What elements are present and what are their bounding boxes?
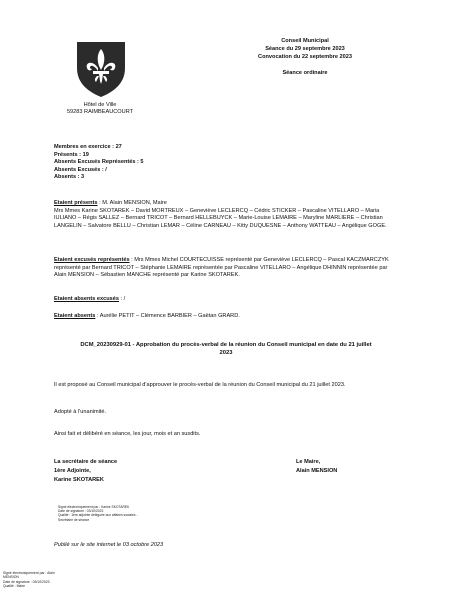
present-members-section <box>54 200 400 230</box>
session-type: Séance ordinaire <box>282 70 328 76</box>
session-header <box>230 37 380 77</box>
secretary-role: 1ère Adjointe, <box>54 468 91 474</box>
count-excused-represented: Absents Excusés Représentés : 5 <box>54 159 144 166</box>
absent-heading: Etaient absents <box>54 313 96 319</box>
present-mayor: : M. Alain MENSION, Maire <box>97 200 167 206</box>
present-heading: Etaient présents <box>54 200 98 206</box>
present-members-list: Mrs Mmes Karine SKOTAREK – David MORTREUX – Geneviève LECLERCQ – Cédric STICKER – Pascaline VITELLARO – Maria IULIANO – Régis SALLEZ – Bernard TRICOT – Bernard HELLEBUYCK – Marie-Louise LEMAIRE – Maryline MARLIERE – Christian LANGELIN – Salvatore BELLU – Christian LEMAR – Céline CARNEAU – Kitty DUQUESNE – Anthony WATTEAU – Angélique GOGE. <box>54 207 387 229</box>
closing-statement: Ainsi fait et délibéré en séance, les jour, mois et an susdits. <box>54 431 201 437</box>
mayor-name: Alain MENSION <box>296 468 338 474</box>
corner-signature-line: Qualité : Maire <box>3 583 26 588</box>
excused-represented-section <box>54 257 400 280</box>
count-excused: Absents Excusés : / <box>54 166 107 173</box>
excused-represented-heading: Etaient excusés représentés <box>54 257 130 263</box>
town-address <box>58 102 142 116</box>
e-signature-line: Secrétaire de séance <box>58 517 90 522</box>
count-present: Présents : 19 <box>54 151 89 158</box>
mayor-signature-block <box>296 458 406 476</box>
town-hall-label: Hôtel de Ville <box>83 102 117 108</box>
corner-signature-line: Date de signature : 03/10/2023 <box>3 579 50 584</box>
count-members: Membres en exercice : 27 <box>54 144 122 150</box>
mayor-e-signature <box>3 571 73 588</box>
adoption-result: Adopté à l'unanimité. <box>54 409 107 415</box>
excused-section <box>54 296 400 304</box>
convocation-date: Convocation du 22 septembre 2023 <box>258 54 352 60</box>
attendance-counts <box>54 144 254 182</box>
session-date: Séance du 29 septembre 2023 <box>265 46 345 52</box>
secretary-name: Karine SKOTAREK <box>54 477 104 483</box>
absent-list: : Aurélie PETIT – Clémence BARBIER – Gaëtan GRARD. <box>95 313 240 319</box>
town-crest-logo <box>75 40 127 98</box>
corner-signature-line: Signé électroniquement par : Alain <box>3 571 55 575</box>
secretary-e-signature <box>58 505 188 522</box>
mayor-title: Le Maire, <box>296 459 321 465</box>
excused-represented-list: : Mrs Mmes Michel COURTECUISSE représenté par Geneviève LECLERCQ – Pascal KACZMARCZYK représenté par Bernard TRICOT – Stéphanie LEMAIRE représentée par Pascaline VITELLARO – Angélique DHINNIN représentée par Alain MENSION – Sébastien MANCHE représenté par Karine SKOTAREK. <box>54 257 389 279</box>
absent-section <box>54 313 400 321</box>
council-title: Conseil Municipal <box>281 38 329 44</box>
e-signature-line: Date de signature : 03/10/2023 <box>58 509 104 514</box>
e-signature-line: Qualité : 1ère adjointe déléguée aux affaires sociales - <box>58 513 138 518</box>
excused-list: : / <box>118 296 126 302</box>
corner-signature-line: MENSION <box>3 575 19 580</box>
excused-heading: Etaient absents excusés <box>54 296 119 302</box>
count-absent: Absents : 3 <box>54 174 85 181</box>
secretary-title: La secrétaire de séance <box>54 459 118 465</box>
town-postal-address: 59283 RAIMBEAUCOURT <box>66 109 134 115</box>
deliberation-body: Il est proposé au Conseil municipal d'approuver le procès-verbal de la réunion du Conseil municipal du 21 juillet 2023. <box>54 382 346 388</box>
deliberation-title: DCM_20230929-01 - Approbation du procès-verbal de la réunion du Conseil municipal en date du 21 juillet 2023 <box>80 342 372 356</box>
secretary-signature-block <box>54 458 204 485</box>
publication-notice: Publié sur le site internet le 03 octobre 2023 <box>54 542 164 548</box>
e-signature-line: Signé électroniquement par : Karine SKOTAREK <box>58 505 130 509</box>
